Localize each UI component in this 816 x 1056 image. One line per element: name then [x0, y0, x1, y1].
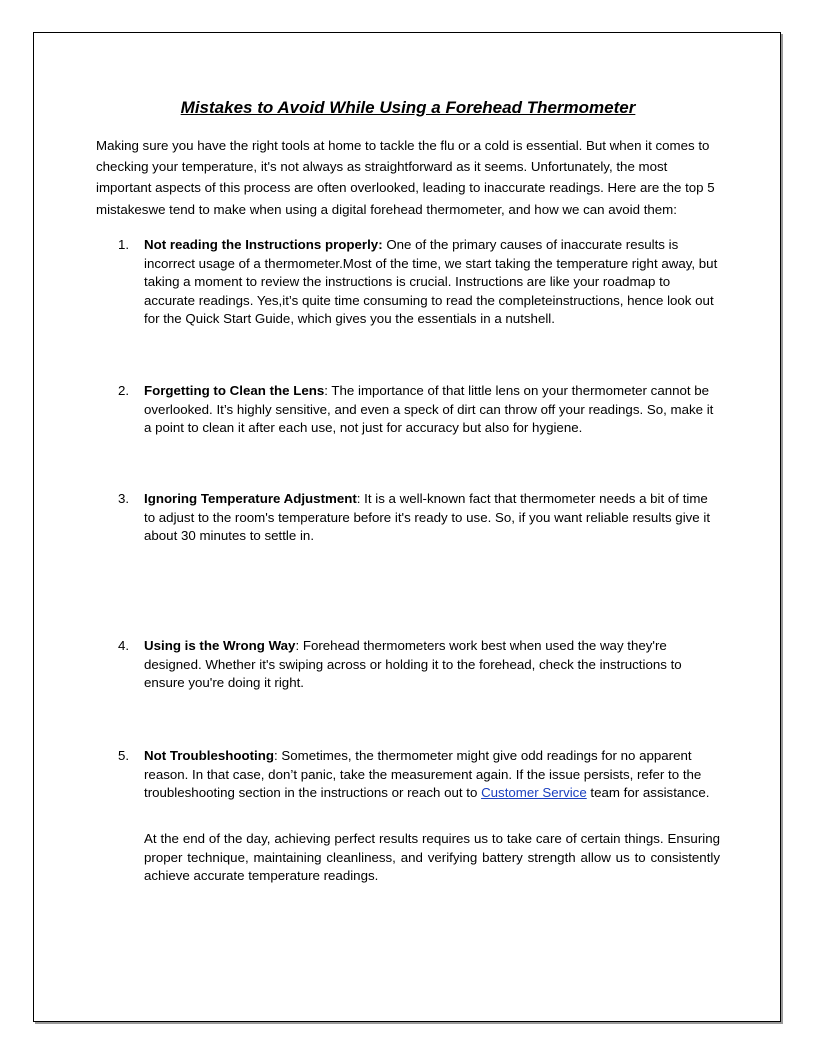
- list-item-2: [118, 382, 722, 438]
- list-item-text: One of the primary causes of inaccurate results is incorrect usage of a thermometer.Most of the time, we start taking the temperature right away, but taking a moment to review the instructions is crucial. Instructions are like your roadmap to accurate readings. Yes,it’s quite time consuming to read the completeinstructions, hence look out for the Quick Start Guide, which gives you the essentials in a nutshell.: [144, 237, 718, 326]
- list-item-4: [118, 637, 722, 693]
- list-item-body: [144, 637, 722, 693]
- list-item-body: [144, 382, 722, 438]
- list-item-number: 4.: [118, 638, 130, 653]
- list-item-heading: Using is the Wrong Way: [144, 638, 296, 653]
- list-item-text-after: team for assistance.: [586, 785, 710, 800]
- document-title: Mistakes to Avoid While Using a Forehead Thermometer: [180, 98, 636, 117]
- list-item-body: [144, 236, 722, 329]
- list-item-body: [144, 490, 722, 546]
- list-item-heading: Ignoring Temperature Adjustment: [144, 491, 357, 506]
- list-item-heading: Not Troubleshooting: [144, 748, 274, 763]
- list-item-number: 5.: [118, 748, 130, 763]
- list-item-3: [118, 490, 722, 546]
- list-item-text: : Sometimes, the thermometer might give odd readings for no apparent reason. In that case, don’t panic, take the measurement again. If the issue persists, refer to the troubleshooting section in the instructions or reach out to: [144, 748, 702, 800]
- list-item-number: 1.: [118, 237, 130, 252]
- list-item-text: : The importance of that little lens on your thermometer cannot be overlooked. It’s highly sensitive, and even a speck of dirt can throw off your readings. So, make it a point to clean it after each use, not just for accuracy but also for hygiene.: [144, 383, 714, 435]
- list-item-heading: Forgetting to Clean the Lens: [144, 383, 325, 398]
- list-item-5: [118, 747, 722, 803]
- list-item-1: [118, 236, 722, 329]
- list-item-text: : Forehead thermometers work best when used the way they're designed. Whether it's swiping across or holding it to the forehead, check the instructions to ensure you're doing it right.: [144, 638, 682, 690]
- list-item-body: [144, 747, 722, 803]
- list-item-number: 3.: [118, 491, 130, 506]
- list-item-text: : It is a well-known fact that thermometer needs a bit of time to adjust to the room's temperature before it's ready to use. So, if you want reliable results give it about 30 minutes to settle in.: [144, 491, 711, 543]
- conclusion-paragraph: At the end of the day, achieving perfect results requires us to take care of certain things. Ensuring proper technique, maintaining cleanliness, and verifying battery strength allow us to consistently achieve accurate temperature readings.: [144, 831, 720, 883]
- customer-service-link[interactable]: Customer Service: [481, 785, 587, 800]
- list-item-heading: Not reading the Instructions properly:: [144, 237, 383, 252]
- intro-paragraph: Making sure you have the right tools at home to tackle the flu or a cold is essential. But when it comes to checking your temperature, it's not always as straightforward as it seems. Unfortunately, the most important aspects of this process are often overlooked, leading to inaccurate readings. Here are the top 5 mistakeswe tend to make when using a digital forehead thermometer, and how we can avoid them:: [96, 138, 715, 217]
- list-item-number: 2.: [118, 383, 130, 398]
